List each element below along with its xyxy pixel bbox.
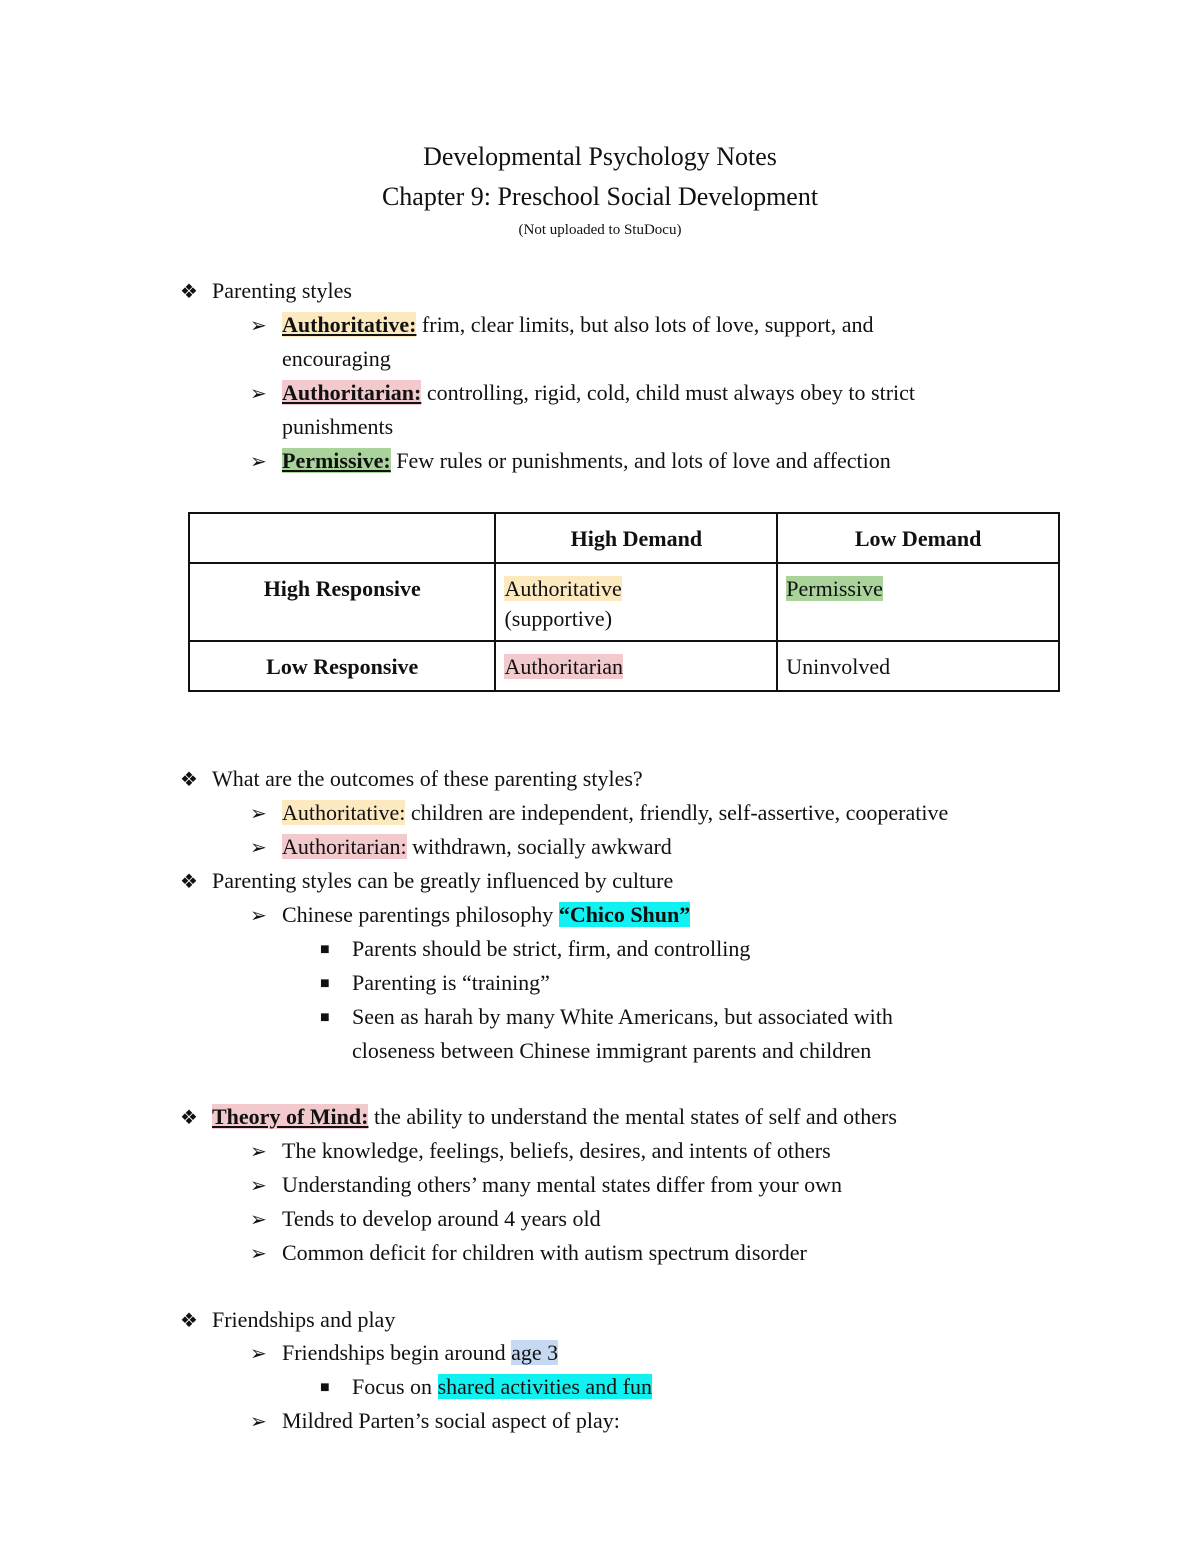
- culture-sub-item: Seen as harah by many White Americans, but associated with: [352, 1004, 893, 1029]
- theory-of-mind-term: Theory of Mind:: [212, 1104, 369, 1129]
- row-high-responsive: High Responsive: [189, 563, 495, 641]
- authoritarian-term: Authoritarian:: [282, 380, 422, 405]
- row-low-responsive: Low Responsive: [189, 641, 495, 691]
- cell-authoritative: Authoritative (supportive): [495, 563, 777, 641]
- theory-item: Common deficit for children with autism spectrum disorder: [282, 1240, 807, 1265]
- chapter-subtitle: Chapter 9: Preschool Social Development: [381, 182, 819, 211]
- bullet-icon: ❖: [180, 1107, 198, 1129]
- bullet-icon: ❖: [180, 1310, 198, 1332]
- arrow-icon: ➢: [250, 905, 267, 927]
- authoritarian-outcome: Authoritarian: withdrawn, socially awkward: [282, 834, 672, 859]
- parenting-styles-table: [188, 512, 1060, 692]
- arrow-icon: ➢: [250, 1209, 267, 1231]
- arrow-icon: ➢: [250, 837, 267, 859]
- friendships-begin: Friendships begin around age 3: [282, 1340, 559, 1365]
- culture-sub-item: Parents should be strict, firm, and controlling: [352, 936, 751, 961]
- arrow-icon: ➢: [250, 1243, 267, 1265]
- authoritative-definition: Authoritative: frim, clear limits, but also lots of love, support, and: [282, 312, 874, 337]
- document-title: Developmental Psychology Notes: [423, 142, 777, 171]
- col-low-demand: Low Demand: [777, 513, 1059, 563]
- chico-shun-term: “Chico Shun”: [558, 902, 691, 927]
- arrow-icon: ➢: [250, 1141, 267, 1163]
- culture-sub-item-cont: closeness between Chinese immigrant parents and children: [352, 1038, 872, 1063]
- authoritative-term: Authoritative:: [282, 312, 417, 337]
- table-row: [189, 563, 1059, 641]
- bullet-icon: ❖: [180, 769, 198, 791]
- square-icon: ■: [320, 1009, 330, 1026]
- arrow-icon: ➢: [250, 1411, 267, 1433]
- permissive-term: Permissive:: [282, 448, 391, 473]
- shared-activities-term: shared activities and fun: [437, 1374, 652, 1399]
- square-icon: ■: [320, 1379, 330, 1396]
- culture-sub-item: Parenting is “training”: [352, 970, 550, 995]
- bullet-icon: ❖: [180, 281, 198, 303]
- age-3-term: age 3: [511, 1340, 559, 1365]
- authoritarian-definition: Authoritarian: controlling, rigid, cold, child must always obey to strict: [282, 380, 916, 405]
- square-icon: ■: [320, 975, 330, 992]
- parenting-styles-heading: Parenting styles: [212, 278, 352, 303]
- col-high-demand: High Demand: [495, 513, 777, 563]
- cell-permissive: Permissive: [777, 563, 1059, 641]
- arrow-icon: ➢: [250, 451, 267, 473]
- friendships-heading: Friendships and play: [212, 1307, 396, 1332]
- upload-note: (Not uploaded to StuDocu): [518, 222, 682, 238]
- friendships-focus: Focus on shared activities and fun: [352, 1374, 652, 1399]
- outcomes-heading: What are the outcomes of these parenting styles?: [212, 766, 643, 791]
- arrow-icon: ➢: [250, 803, 267, 825]
- arrow-icon: ➢: [250, 315, 267, 337]
- permissive-definition: Permissive: Few rules or punishments, and lots of love and affection: [282, 448, 891, 473]
- theory-item: Tends to develop around 4 years old: [282, 1206, 601, 1231]
- culture-heading: Parenting styles can be greatly influenced by culture: [212, 868, 674, 893]
- parten-play: Mildred Parten’s social aspect of play:: [282, 1408, 620, 1433]
- arrow-icon: ➢: [250, 383, 267, 405]
- arrow-icon: ➢: [250, 1343, 267, 1365]
- theory-of-mind-definition: Theory of Mind: the ability to understand the mental states of self and others: [212, 1104, 897, 1129]
- table-header-row: [189, 513, 1059, 563]
- cell-authoritarian: Authoritarian: [495, 641, 777, 691]
- square-icon: ■: [320, 941, 330, 958]
- bullet-icon: ❖: [180, 871, 198, 893]
- chinese-philosophy: Chinese parentings philosophy “Chico Shun”: [282, 902, 691, 927]
- arrow-icon: ➢: [250, 1175, 267, 1197]
- table-row: [189, 641, 1059, 691]
- authoritative-definition-cont: encouraging: [282, 346, 391, 371]
- authoritarian-definition-cont: punishments: [282, 414, 394, 439]
- table-corner-cell: [189, 513, 495, 563]
- theory-item: The knowledge, feelings, beliefs, desires, and intents of others: [282, 1138, 831, 1163]
- cell-uninvolved: Uninvolved: [777, 641, 1059, 691]
- theory-item: Understanding others’ many mental states differ from your own: [282, 1172, 843, 1197]
- authoritative-outcome: Authoritative: children are independent, friendly, self-assertive, cooperative: [282, 800, 949, 825]
